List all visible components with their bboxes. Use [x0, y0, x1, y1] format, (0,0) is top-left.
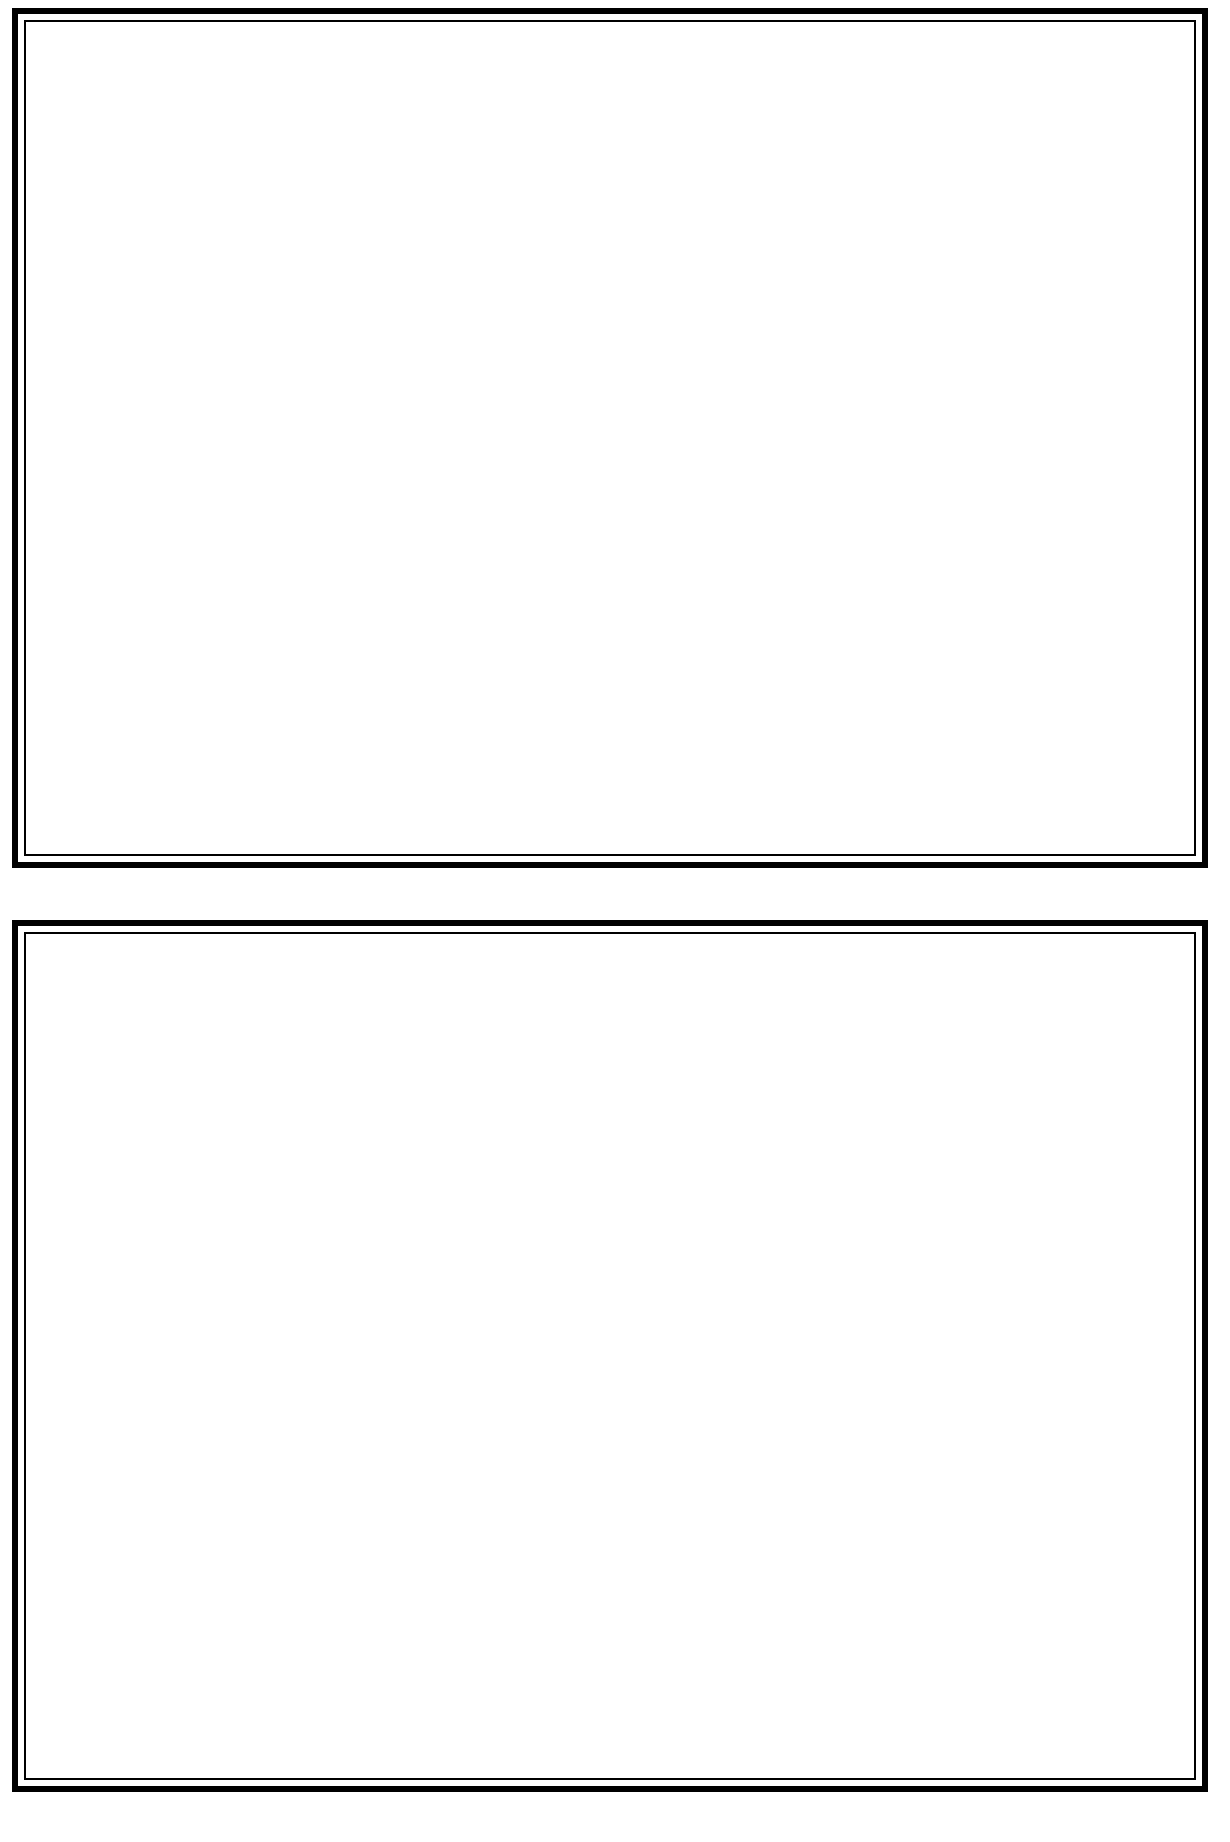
page-panel-top: [12, 8, 1208, 868]
columns-bottom: [26, 934, 1194, 1778]
page-panel-bottom: [12, 920, 1208, 1792]
page-frame-top: [24, 20, 1196, 856]
columns-top: [26, 22, 1194, 854]
page-frame-bottom: [24, 932, 1196, 1780]
